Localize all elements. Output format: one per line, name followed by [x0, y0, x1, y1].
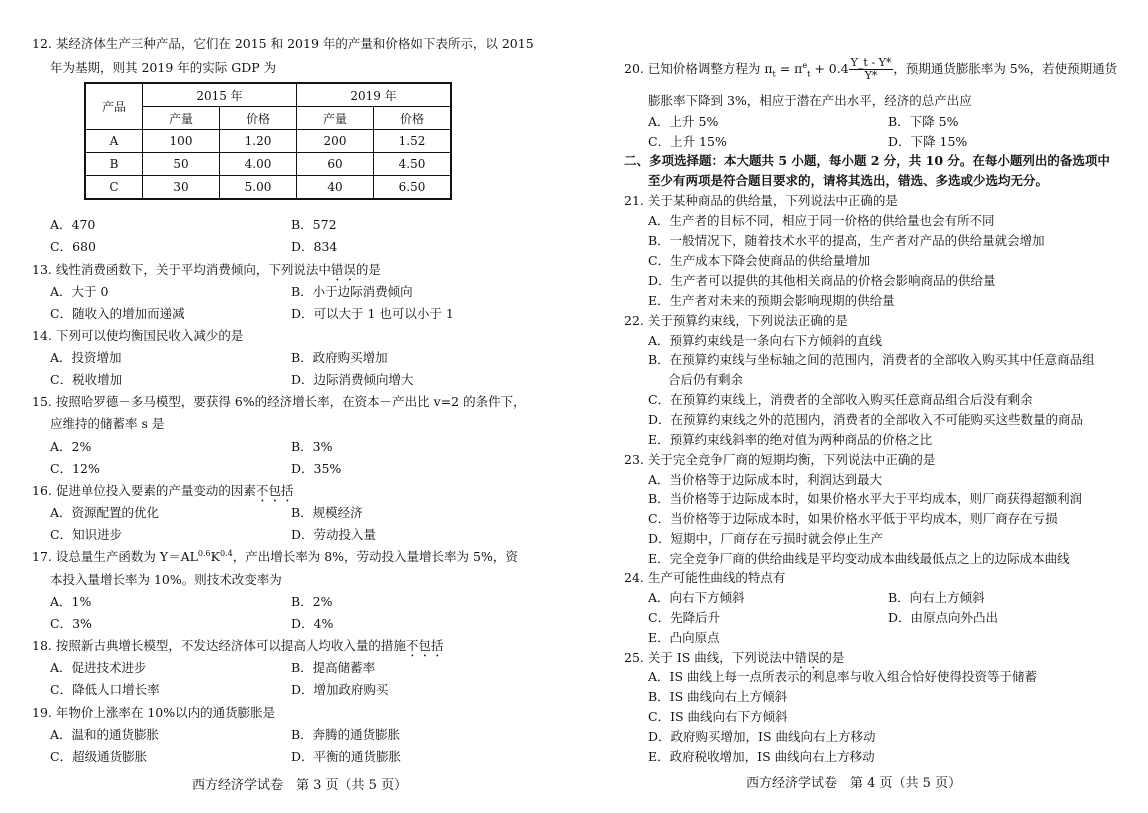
q13-option-a: A．大于 0 — [50, 284, 109, 299]
table-corner: 产品 — [85, 83, 143, 130]
q17-stem-line1 — [32, 549, 518, 565]
q15-stem-line2: 应维持的储蓄率 s 是 — [50, 416, 165, 431]
q19-option-c: C．超级通货膨胀 — [50, 749, 148, 764]
q20-subscript-t2: t — [807, 69, 811, 79]
table-cell: 4.50 — [374, 153, 452, 176]
q16-option-a: A．资源配置的优化 — [50, 505, 160, 520]
q23-option-d: D．短期中，厂商存在亏损时就会停止生产 — [648, 531, 884, 546]
q19-option-d: D．平衡的通货膨胀 — [291, 749, 402, 764]
q21-stem: 21. 关于某种商品的供给量，下列说法中正确的是 — [624, 193, 898, 208]
q20-option-a: A．上升 5% — [648, 114, 719, 129]
q13-option-c: C．随收入的增加而递减 — [50, 306, 185, 321]
q17-stem-text: 17. 设总量生产函数为 Y＝AL — [32, 549, 198, 564]
table-row — [85, 130, 451, 153]
page-footer-right: 西方经济学试卷 第 4 页（共 5 页） — [746, 776, 962, 791]
table-cell: 1.20 — [220, 130, 297, 153]
q22-option-e: E．预算约束线斜率的绝对值为两种商品的价格之比 — [648, 432, 933, 447]
q14-stem: 14. 下列可以使均衡国民收入减少的是 — [32, 328, 244, 343]
q21-option-d: D．生产者可以提供的其他相关商品的价格会影响商品的供给量 — [648, 273, 996, 288]
q23-stem: 23. 关于完全竞争厂商的短期均衡，下列说法中正确的是 — [624, 452, 936, 467]
q22-option-c: C．在预算约束线上，消费者的全部收入购买任意商品组合后没有剩余 — [648, 392, 1033, 407]
q20-denominator: Y* — [864, 69, 878, 82]
q17-option-c: C．3% — [50, 616, 92, 631]
q17-option-a: A．1% — [50, 594, 92, 609]
q17-capital-symbol: K — [210, 549, 220, 564]
q14-option-d: D．边际消费倾向增大 — [291, 372, 414, 387]
table-cell: 5.00 — [220, 176, 297, 200]
q23-option-c: C．当价格等于边际成本时，如果价格水平低于平均成本，则厂商存在亏损 — [648, 511, 1058, 526]
q20-text-post: ，预期通货膨胀率为 5%，若使预期通货 — [893, 61, 1118, 76]
q24-option-d: D．由原点向外凸出 — [888, 610, 999, 625]
q20-text-eq: = π — [775, 61, 803, 76]
q16-option-c: C．知识进步 — [50, 527, 123, 542]
q19-option-b: B．奔腾的通货膨胀 — [291, 727, 401, 742]
q22-option-b-cont: 合后仍有剩余 — [668, 372, 744, 387]
q24-option-c: C．先降后升 — [648, 610, 721, 625]
q18-stem-text: 18. 按照新古典增长模型，不发达经济体可以提高人均收入量的措施 — [32, 638, 406, 653]
q17-option-b: B．2% — [291, 594, 333, 609]
q23-option-a: A．当价格等于边际成本时，利润达到最大 — [648, 472, 883, 487]
q17-stem-line2: 本投入量增长率为 10%。则技术改变率为 — [50, 572, 282, 587]
table-col-qty: 产量 — [143, 107, 220, 130]
q20-stem-line1 — [624, 56, 1117, 82]
table-cell: 60 — [297, 153, 374, 176]
q12-option-d: D．834 — [291, 239, 338, 254]
table-cell: A — [85, 130, 143, 153]
section2-header-line1: 二、多项选择题：本大题共 5 小题，每小题 2 分，共 10 分。在每小题列出的备选项中 — [624, 153, 1110, 168]
table-col-price: 价格 — [374, 107, 452, 130]
q18-emphasis: 不包括 — [405, 638, 444, 653]
q25-emphasis: 错误 — [794, 650, 820, 665]
q19-option-a: A．温和的通货膨胀 — [50, 727, 160, 742]
q13-stem — [32, 262, 381, 284]
q25-option-b: B．IS 曲线向右上方倾斜 — [648, 689, 788, 704]
q12-option-b: B．572 — [291, 217, 337, 232]
q15-option-b: B．3% — [291, 439, 333, 454]
q18-option-d: D．增加政府购买 — [291, 682, 389, 697]
q17-option-d: D．4% — [291, 616, 334, 631]
q23-option-b: B．当价格等于边际成本时，如果价格水平大于平均成本，则厂商获得超额利润 — [648, 491, 1083, 506]
q20-fraction — [849, 57, 894, 82]
q21-option-a: A．生产者的目标不同，相应于同一价格的供给量也会有所不同 — [648, 213, 995, 228]
q16-option-b: B．规模经济 — [291, 505, 363, 520]
q12-stem-line1: 12. 某经济体生产三种产品，它们在 2015 和 2019 年的产量和价格如下表所示，以 2015 — [32, 36, 534, 51]
q20-stem-line2: 膨胀率下降到 3%，相应于潜在产出水平，经济的总产出应 — [648, 93, 972, 108]
table-cell: 200 — [297, 130, 374, 153]
table-cell: 1.52 — [374, 130, 452, 153]
q13-stem-text: 13. 线性消费函数下，关于平均消费倾向，下列说法中 — [32, 262, 331, 277]
table-row — [85, 176, 451, 200]
table-cell: 4.00 — [220, 153, 297, 176]
q21-option-c: C．生产成本下降会使商品的供给量增加 — [648, 253, 871, 268]
q19-stem: 19. 年物价上涨率在 10%以内的通货膨胀是 — [32, 705, 276, 720]
q25-option-e: E．政府税收增加，IS 曲线向右上方移动 — [648, 749, 875, 764]
q24-option-b: B．向右上方倾斜 — [888, 590, 985, 605]
q13-option-b: B．小于边际消费倾向 — [291, 284, 413, 299]
q22-stem: 22. 关于预算约束线，下列说法正确的是 — [624, 313, 848, 328]
table-row — [85, 153, 451, 176]
q25-option-a: A．IS 曲线上每一点所表示的利息率与收入组合恰好使得投资等于储蓄 — [648, 669, 1038, 684]
q25-stem-end: 的是 — [819, 650, 845, 665]
q18-option-c: C．降低人口增长率 — [50, 682, 160, 697]
q17-exponent-capital: 0.4 — [219, 548, 233, 558]
q12-stem-line2: 年为基期，则其 2019 年的实际 GDP 为 — [50, 60, 277, 75]
q13-stem-end: 的是 — [355, 262, 381, 277]
q15-option-d: D．35% — [291, 461, 342, 476]
table-cell: 50 — [143, 153, 220, 176]
q22-option-b: B．在预算约束线与坐标轴之间的范围内，消费者的全部收入购买其中任意商品组 — [648, 352, 1095, 367]
q15-option-a: A．2% — [50, 439, 92, 454]
q14-option-c: C．税收增加 — [50, 372, 123, 387]
q12-option-c: C．680 — [50, 239, 96, 254]
q14-option-a: A．投资增加 — [50, 350, 122, 365]
q15-stem-line1: 15. 按照哈罗德－多马模型，要获得 6%的经济增长率，在资本－产出比 v=2 的条件下， — [32, 394, 526, 409]
table-col-qty: 产量 — [297, 107, 374, 130]
table-cell: C — [85, 176, 143, 200]
table-col-price: 价格 — [220, 107, 297, 130]
page-footer-left: 西方经济学试卷 第 3 页（共 5 页） — [192, 778, 408, 793]
q17-stem-text-end: ，产出增长率为 8%，劳动投入量增长率为 5%，资 — [232, 549, 518, 564]
q21-option-b: B．一般情况下，随着技术水平的提高，生产者对产品的供给量就会增加 — [648, 233, 1045, 248]
q25-option-d: D．政府购买增加，IS 曲线向右上方移动 — [648, 729, 876, 744]
q25-option-c: C．IS 曲线向右下方倾斜 — [648, 709, 788, 724]
q16-stem — [32, 483, 293, 505]
q16-option-d: D．劳动投入量 — [291, 527, 377, 542]
q16-emphasis: 不包括 — [255, 483, 294, 498]
q15-option-c: C．12% — [50, 461, 100, 476]
q18-stem — [32, 638, 443, 660]
q13-option-d: D．可以大于 1 也可以小于 1 — [291, 306, 454, 321]
q20-option-c: C．上升 15% — [648, 134, 727, 149]
q20-subscript-t: t — [772, 69, 776, 79]
gdp-table — [84, 82, 452, 200]
q24-option-a: A．向右下方倾斜 — [648, 590, 745, 605]
q20-option-d: D．下降 15% — [888, 134, 968, 149]
q24-stem: 24. 生产可能性曲线的特点有 — [624, 570, 786, 585]
q18-option-a: A．促进技术进步 — [50, 660, 147, 675]
q13-emphasis: 错误 — [330, 262, 356, 277]
q25-stem-text: 25. 关于 IS 曲线，下列说法中 — [624, 650, 795, 665]
q20-option-b: B．下降 5% — [888, 114, 959, 129]
q16-stem-text: 16. 促进单位投入要素的产量变动的因素 — [32, 483, 256, 498]
table-year-2019: 2019 年 — [297, 83, 452, 107]
q20-text-plus: + 0.4 — [810, 61, 849, 76]
q22-option-d: D．在预算约束线之外的范围内，消费者的全部收入不可能购买这些数量的商品 — [648, 412, 1084, 427]
table-cell: 6.50 — [374, 176, 452, 200]
q18-option-b: B．提高储蓄率 — [291, 660, 376, 675]
section2-header-line2: 至少有两项是符合题目要求的，请将其选出，错选、多选或少选均无分。 — [648, 173, 1049, 188]
table-cell: B — [85, 153, 143, 176]
q17-exponent-labor: 0.6 — [197, 548, 211, 558]
q12-option-a: A．470 — [50, 217, 96, 232]
q23-option-e: E．完全竞争厂商的供给曲线是平均变动成本曲线最低点之上的边际成本曲线 — [648, 551, 1070, 566]
q14-option-b: B．政府购买增加 — [291, 350, 388, 365]
table-cell: 100 — [143, 130, 220, 153]
table-year-2015: 2015 年 — [143, 83, 297, 107]
q20-numerator: Y_t - Y* — [850, 56, 892, 69]
table-cell: 40 — [297, 176, 374, 200]
table-cell: 30 — [143, 176, 220, 200]
q21-option-e: E．生产者对未来的预期会影响现期的供给量 — [648, 293, 895, 308]
q24-option-e: E．凸向原点 — [648, 630, 720, 645]
q20-superscript-e: e — [802, 60, 808, 70]
q20-text-pi: 20. 已知价格调整方程为 π — [624, 61, 773, 76]
q22-option-a: A．预算约束线是一条向右下方倾斜的直线 — [648, 333, 883, 348]
page-4 — [574, 0, 1148, 813]
